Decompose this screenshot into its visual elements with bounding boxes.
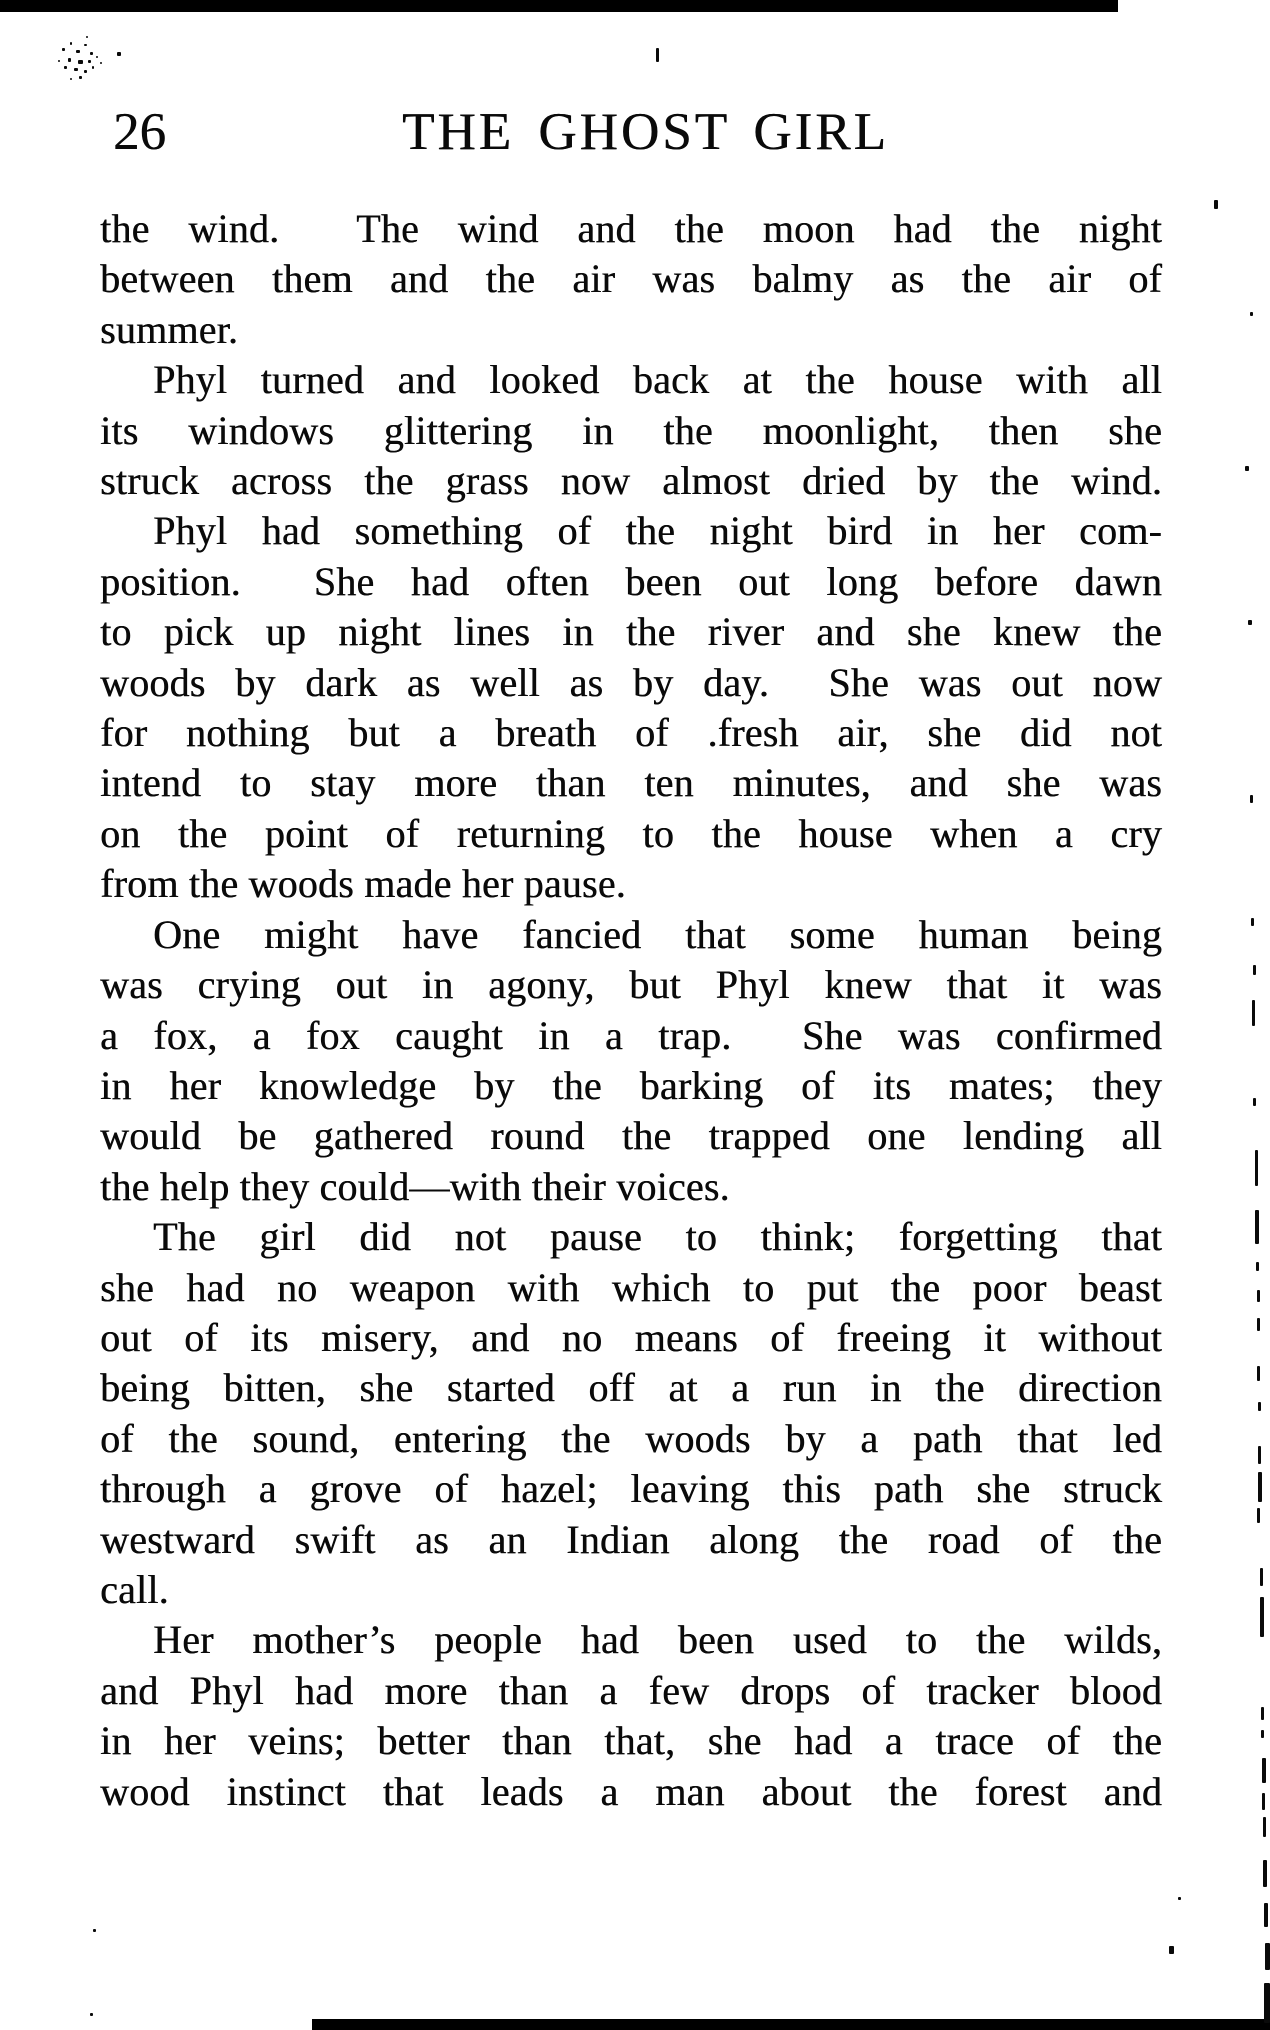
text-line: through a grove of hazel; leaving this path she struck: [100, 1466, 1162, 1512]
scan-speck: [1256, 1262, 1259, 1271]
scan-speck: [93, 1929, 96, 1932]
page-number: 26: [113, 103, 166, 161]
text-line: Phyl had something of the night bird in her com-: [153, 508, 1162, 554]
scan-speck: [96, 56, 98, 58]
text-line: would be gathered round the trapped one lending all: [100, 1113, 1162, 1159]
scan-speck: [117, 52, 121, 56]
text-line: westward swift as an Indian along the road of the: [100, 1516, 1162, 1562]
scan-speck: [1262, 1758, 1266, 1783]
scan-speck: [1255, 1150, 1258, 1186]
text-line: in her knowledge by the barking of its mates; they: [100, 1062, 1162, 1108]
scan-speck: [1250, 795, 1253, 803]
scan-speck: [79, 76, 82, 79]
text-line: a fox, a fox caught in a trap. She was confirmed: [100, 1012, 1162, 1058]
text-line: she had no weapon with which to put the poor beast: [100, 1264, 1162, 1310]
scan-speck: [1178, 1897, 1181, 1900]
text-line: was crying out in agony, but Phyl knew that it was: [100, 962, 1162, 1008]
scan-speck: [1169, 1946, 1174, 1954]
text-line: on the point of returning to the house when a cry: [100, 810, 1162, 856]
text-line: the wind. The wind and the moon had the night: [100, 206, 1162, 251]
scan-speck: [76, 50, 80, 53]
scan-speck: [84, 70, 87, 73]
scan-speck: [1258, 1402, 1261, 1411]
scan-edge-bar-bottom: [312, 2019, 1270, 2030]
text-line: woods by dark as well as by day. She was out now: [100, 659, 1162, 705]
text-line: being bitten, she started off at a run in the direction: [100, 1365, 1162, 1411]
scan-speck: [64, 66, 67, 69]
scan-speck: [1252, 1000, 1255, 1026]
text-line: summer.: [100, 306, 239, 352]
scan-speck: [70, 42, 72, 45]
scan-speck: [1253, 1098, 1256, 1106]
text-line: to pick up night lines in the river and she knew the: [100, 609, 1162, 655]
scan-speck: [1248, 620, 1252, 625]
scan-speck: [90, 2013, 93, 2016]
text-line: call.: [100, 1566, 169, 1612]
text-line: between them and the air was balmy as the air of: [100, 256, 1162, 302]
scan-speck: [1245, 466, 1249, 471]
page-header-title: THE GHOST GIRL: [402, 103, 889, 161]
scan-edge-bar-top: [0, 0, 1118, 12]
scan-speck: [1255, 1210, 1259, 1244]
scan-speck: [1261, 1730, 1264, 1738]
text-line: One might have fancied that some human being: [153, 911, 1162, 957]
scan-speck: [1264, 1983, 1270, 2023]
text-line: struck across the grass now almost dried by the wind.: [100, 458, 1162, 504]
scan-speck: [1214, 200, 1218, 209]
scan-speck: [70, 78, 72, 80]
scan-speck: [1250, 312, 1253, 316]
text-line: out of its misery, and no means of freeing it without: [100, 1314, 1162, 1360]
scan-speck: [656, 48, 659, 62]
scan-speck: [92, 66, 94, 69]
scan-speck: [1257, 1318, 1260, 1331]
scan-speck: [74, 68, 78, 71]
scan-speck: [68, 58, 71, 62]
scan-speck: [58, 60, 60, 62]
text-line: in her veins; better than that, she had a trace of the: [100, 1718, 1162, 1764]
scan-speck: [78, 60, 83, 64]
text-line: its windows glittering in the moonlight, then she: [100, 407, 1162, 453]
scan-speck: [100, 62, 102, 64]
text-line: intend to stay more than ten minutes, and she was: [100, 760, 1162, 806]
text-line: for nothing but a breath of .fresh air, she did not: [100, 710, 1162, 756]
scan-speck: [1257, 1290, 1260, 1302]
scan-speck: [1263, 1860, 1267, 1887]
scan-speck: [1261, 1707, 1264, 1720]
scan-speck: [1258, 1472, 1262, 1502]
text-line: from the woods made her pause.: [100, 861, 626, 907]
scan-speck: [1257, 1366, 1260, 1381]
text-line: of the sound, entering the woods by a path that led: [100, 1415, 1162, 1461]
scan-speck: [1251, 918, 1254, 926]
scan-speck: [62, 48, 65, 51]
scan-speck: [1260, 1597, 1264, 1637]
scan-speck: [84, 44, 87, 46]
text-line: wood instinct that leads a man about the forest and: [100, 1768, 1162, 1814]
text-line: The girl did not pause to think; forgetting that: [153, 1214, 1162, 1260]
scan-speck: [1264, 1903, 1268, 1927]
scan-speck: [88, 60, 91, 63]
text-line: Her mother’s people had been used to the wilds,: [153, 1617, 1162, 1663]
text-line: position. She had often been out long before dawn: [100, 558, 1162, 604]
scan-speck: [1257, 1508, 1260, 1523]
text-line: the help they could—with their voices.: [100, 1163, 730, 1209]
scan-speck: [1263, 1817, 1266, 1837]
scan-speck: [1258, 1446, 1261, 1464]
text-line: and Phyl had more than a few drops of tracker blood: [100, 1667, 1162, 1713]
scan-speck: [1262, 1793, 1265, 1810]
scan-speck: [1260, 1568, 1263, 1586]
scan-speck: [86, 36, 88, 38]
text-line: Phyl turned and looked back at the house with all: [153, 357, 1162, 403]
scan-speck: [1253, 965, 1256, 975]
scan-speck: [1265, 1943, 1270, 1970]
body-text: [100, 204, 1162, 1817]
scan-speck: [90, 52, 93, 55]
